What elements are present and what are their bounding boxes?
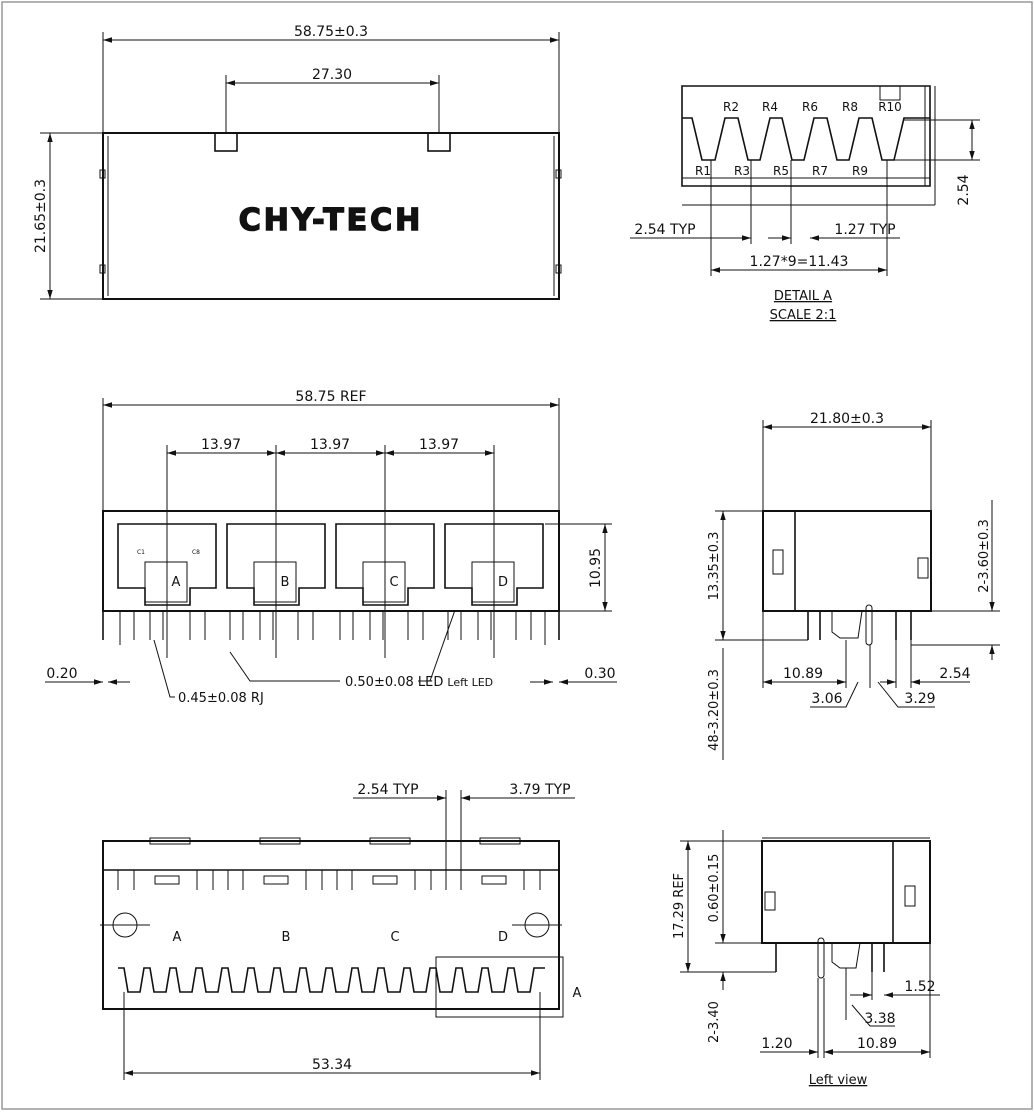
left-10-89: 10.89: [856, 1036, 898, 1052]
front-width-label: 58.75 REF: [295, 389, 367, 405]
front-view-body: [103, 511, 559, 611]
side-view: [707, 411, 1000, 760]
c8-label: C8: [191, 549, 201, 556]
row-offset-label: 2.54: [956, 174, 972, 206]
top-width-label: 58.75±0.3: [293, 24, 369, 40]
pin-span-label: 53.34: [311, 1057, 353, 1073]
c1-label: C1: [136, 549, 146, 556]
top-view: [33, 24, 561, 299]
port-height-label: 10.95: [588, 547, 604, 589]
detail-a: [630, 86, 980, 323]
side-view-body: [763, 511, 931, 611]
pin-R6-label: R6: [802, 100, 818, 114]
front-pins: [120, 611, 545, 645]
tab-spacing-label: 27.30: [311, 67, 353, 83]
bottom-view: [100, 782, 582, 1080]
bottom-port-b: B: [281, 930, 291, 945]
bottom-port-d: D: [497, 930, 509, 945]
port-pitch-2: 13.97: [309, 437, 351, 453]
side-3-06: 3.06: [811, 691, 843, 707]
pin-count-spec: 48-3.20±0.3: [707, 669, 722, 751]
pin-R10-label: R10: [878, 100, 902, 114]
pitch-right-label: 1.27 TYP: [834, 222, 896, 238]
left-led-label: Left LED: [447, 676, 494, 689]
left-view-title: Left view: [808, 1073, 868, 1088]
bottom-port-c: C: [390, 930, 400, 945]
side-depth-label: 21.80±0.3: [809, 411, 885, 427]
total-pitch-label: 1.27*9=11.43: [749, 254, 849, 270]
front-port-b-label: B: [280, 575, 290, 590]
front-port-a-label: A: [171, 575, 181, 590]
pitch-left-label: 2.54 TYP: [634, 222, 696, 238]
left-1-52: 1.52: [904, 979, 936, 995]
top-height-label: 21.65±0.3: [33, 178, 49, 254]
port-pitch-3: 13.97: [418, 437, 460, 453]
left-lead-spec: 2-3.40: [707, 1001, 722, 1043]
bottom-port-a: A: [172, 930, 182, 945]
pin-R2-label: R2: [723, 100, 739, 114]
pin-R7-label: R7: [812, 164, 828, 178]
pin-R3-label: R3: [734, 164, 750, 178]
bottom-pitch-typ2: 3.79 TYP: [509, 782, 571, 798]
left-offset-label: 0.20: [46, 666, 78, 682]
port-pitch-1: 13.97: [200, 437, 242, 453]
led-pin-spec: 0.50±0.08 LED: [345, 675, 444, 690]
side-body-height-label: 13.35±0.3: [707, 531, 722, 601]
bottom-pitch-typ: 2.54 TYP: [357, 782, 419, 798]
left-1-20: 1.20: [761, 1036, 793, 1052]
rj-pin-spec: 0.45±0.08 RJ: [178, 691, 264, 706]
pin-R9-label: R9: [852, 164, 868, 178]
side-lead-spec: 2-3.60±0.3: [977, 519, 992, 593]
left-3-38: 3.38: [864, 1011, 896, 1027]
side-3-29: 3.29: [904, 691, 936, 707]
side-2-54: 2.54: [939, 666, 971, 682]
right-offset-label: 0.30: [584, 666, 616, 682]
brand-logo-text: CHY-TECH: [238, 203, 424, 238]
detail-a-callout: A: [572, 986, 582, 1001]
side-10-89: 10.89: [782, 666, 824, 682]
front-port-d-label: D: [497, 575, 509, 590]
detail-scale: SCALE 2:1: [769, 308, 837, 323]
detail-title: DETAIL A: [773, 289, 833, 304]
left-view: [672, 830, 940, 1088]
left-height-ref: 17.29 REF: [672, 872, 687, 940]
pin-R5-label: R5: [773, 164, 789, 178]
pin-R4-label: R4: [762, 100, 778, 114]
pin-R1-label: R1: [695, 164, 711, 178]
front-port-c-label: C: [389, 575, 399, 590]
left-standoff: 0.60±0.15: [707, 853, 722, 923]
pin-R8-label: R8: [842, 100, 858, 114]
front-view: [45, 389, 617, 706]
